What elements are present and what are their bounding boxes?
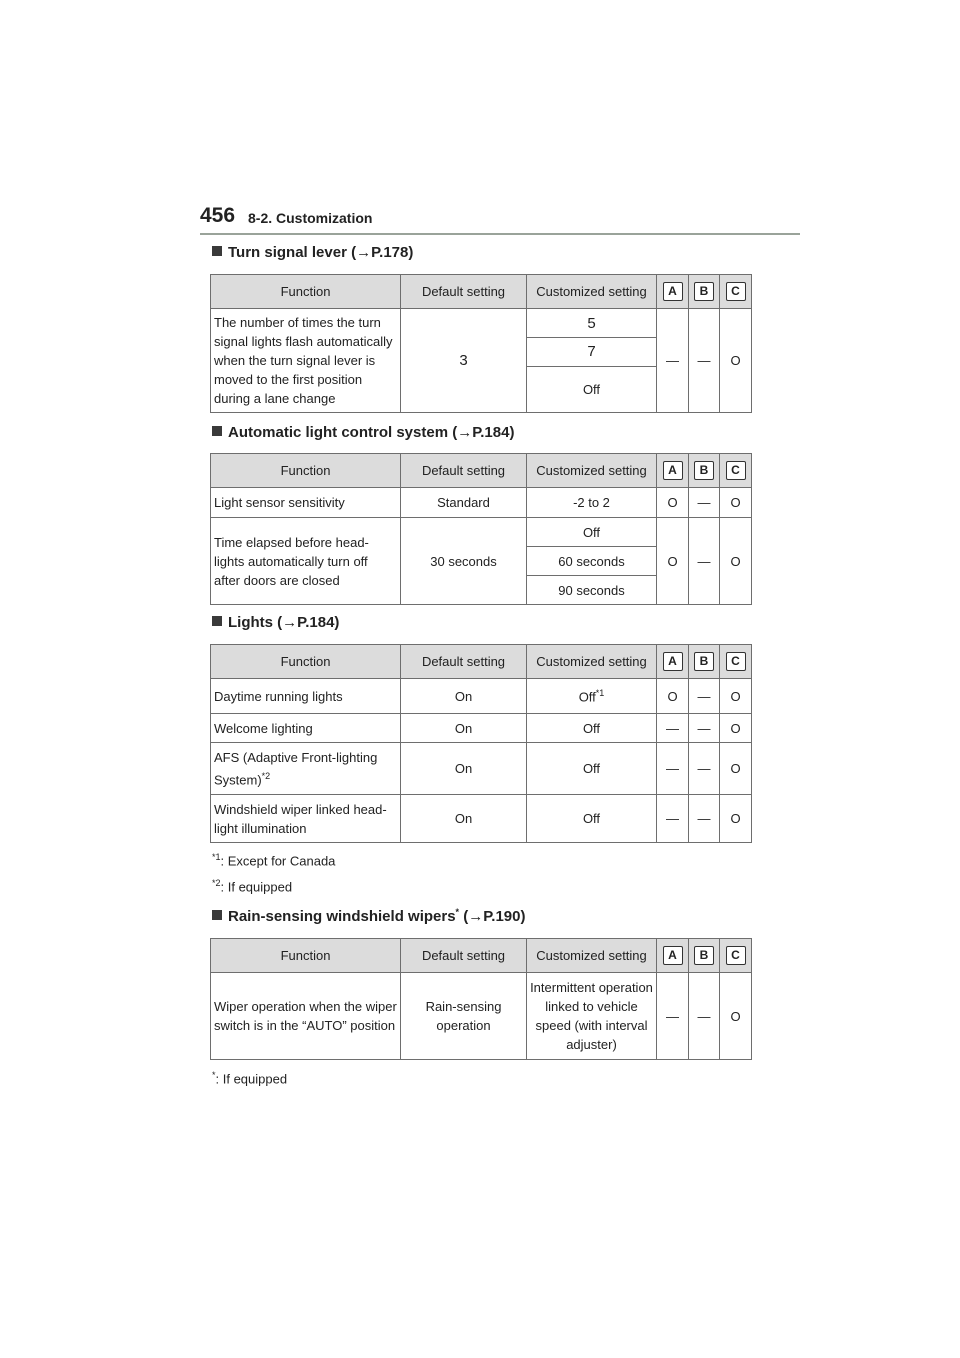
letter-c-icon: C <box>726 282 746 301</box>
default-cell: 3 <box>401 309 527 413</box>
page-number: 456 <box>200 204 236 227</box>
letter-c-icon: C <box>726 946 746 965</box>
footnote-rain: *: If equipped <box>212 1070 288 1087</box>
footnote-2: $^{*2}$: If equipped <box>212 878 293 895</box>
table-lights <box>210 644 752 843</box>
col-custom: Customized setting <box>527 939 657 973</box>
bullet-square-icon <box>212 910 222 920</box>
function-cell: Welcome lighting <box>211 714 401 743</box>
section-title-rain-wipers: Rain-sensing windshield wipers* (→P.190) <box>212 907 526 925</box>
b-cell: — <box>689 488 720 518</box>
default-cell: On <box>401 795 527 843</box>
a-cell: O <box>657 679 689 714</box>
c-cell: O <box>720 488 752 518</box>
col-a <box>657 275 689 309</box>
b-cell: — <box>689 743 720 795</box>
chapter-title: 8-2. Customization <box>248 210 373 226</box>
table-row <box>211 714 752 743</box>
table-row <box>211 795 752 843</box>
col-function: Function <box>211 645 401 679</box>
col-function: Function <box>211 454 401 488</box>
col-b <box>689 939 720 973</box>
b-cell: — <box>689 795 720 843</box>
table-row <box>211 679 752 714</box>
footnote-marker: *1 <box>595 687 605 698</box>
letter-a-icon: A <box>663 461 683 480</box>
letter-c-icon: C <box>726 461 746 480</box>
bullet-square-icon <box>212 246 222 256</box>
col-function: Function <box>211 939 401 973</box>
custom-cell: Off <box>527 795 657 843</box>
bullet-square-icon <box>212 616 222 626</box>
col-custom: Customized setting <box>527 645 657 679</box>
col-default: Default setting <box>401 454 527 488</box>
custom-cell: Off$^{*1}$ <box>527 679 657 714</box>
c-cell: O <box>720 973 752 1060</box>
table-header-row <box>211 939 752 973</box>
col-default: Default setting <box>401 275 527 309</box>
custom-cell: Off <box>527 518 657 547</box>
c-cell: O <box>720 309 752 413</box>
custom-cell: 5 <box>527 309 657 338</box>
col-c <box>720 645 752 679</box>
function-cell: The number of times the turn signal lights flash automatically when the turn signal lever is moved to the first position during a lane change <box>211 309 401 413</box>
table-header-row <box>211 645 752 679</box>
function-cell: Daytime running lights <box>211 679 401 714</box>
a-cell: O <box>657 488 689 518</box>
custom-cell: Off <box>527 366 657 412</box>
function-cell: Light sensor sensitivity <box>211 488 401 518</box>
col-custom: Customized setting <box>527 454 657 488</box>
footnote-marker: * <box>455 907 460 917</box>
function-cell: Wiper operation when the wiper switch is in the “AUTO” position <box>211 973 401 1060</box>
b-cell: — <box>689 714 720 743</box>
table-turn-signal <box>210 274 752 413</box>
default-cell: On <box>401 743 527 795</box>
a-cell: — <box>657 714 689 743</box>
table-row <box>211 488 752 518</box>
function-cell: Windshield wiper linked head-light illumination <box>211 795 401 843</box>
col-c <box>720 939 752 973</box>
col-a <box>657 645 689 679</box>
bullet-square-icon <box>212 426 222 436</box>
letter-c-icon: C <box>726 652 746 671</box>
footnote-1: $^{*1}$: Except for Canada <box>212 852 336 869</box>
table-row <box>211 309 752 338</box>
table-header-row <box>211 454 752 488</box>
c-cell: O <box>720 743 752 795</box>
function-cell: AFS (Adaptive Front-lighting System)$^{*2}$ <box>211 743 401 795</box>
letter-a-icon: A <box>663 946 683 965</box>
custom-cell: -2 to 2 <box>527 488 657 518</box>
a-cell: O <box>657 518 689 605</box>
custom-cell: Off <box>527 743 657 795</box>
letter-a-icon: A <box>663 282 683 301</box>
col-custom: Customized setting <box>527 275 657 309</box>
header-rule <box>200 233 800 235</box>
a-cell: — <box>657 309 689 413</box>
table-row <box>211 973 752 1060</box>
default-cell: On <box>401 679 527 714</box>
table-header-row <box>211 275 752 309</box>
table-row <box>211 743 752 795</box>
default-cell: Standard <box>401 488 527 518</box>
a-cell: — <box>657 795 689 843</box>
c-cell: O <box>720 679 752 714</box>
letter-b-icon: B <box>694 282 714 301</box>
b-cell: — <box>689 309 720 413</box>
custom-cell: Off <box>527 714 657 743</box>
col-c <box>720 454 752 488</box>
col-function: Function <box>211 275 401 309</box>
footnote-marker: *2 <box>261 770 271 781</box>
table-row <box>211 518 752 547</box>
letter-b-icon: B <box>694 946 714 965</box>
table-rain-wipers <box>210 938 752 1060</box>
col-b <box>689 275 720 309</box>
letter-a-icon: A <box>663 652 683 671</box>
default-cell: Rain-sensing operation <box>401 973 527 1060</box>
section-title-turn-signal: Turn signal lever (→P.178) <box>212 244 413 261</box>
custom-cell: Intermittent operation linked to vehicle speed (with interval adjuster) <box>527 973 657 1060</box>
default-cell: 30 seconds <box>401 518 527 605</box>
section-title-lights: Lights (→P.184) <box>212 614 339 631</box>
col-a <box>657 454 689 488</box>
col-default: Default setting <box>401 645 527 679</box>
c-cell: O <box>720 795 752 843</box>
a-cell: — <box>657 973 689 1060</box>
col-b <box>689 645 720 679</box>
custom-cell: 60 seconds <box>527 547 657 576</box>
c-cell: O <box>720 518 752 605</box>
a-cell: — <box>657 743 689 795</box>
section-title-auto-light: Automatic light control system (→P.184) <box>212 424 514 441</box>
b-cell: — <box>689 679 720 714</box>
letter-b-icon: B <box>694 652 714 671</box>
col-c <box>720 275 752 309</box>
b-cell: — <box>689 518 720 605</box>
col-a <box>657 939 689 973</box>
letter-b-icon: B <box>694 461 714 480</box>
default-cell: On <box>401 714 527 743</box>
b-cell: — <box>689 973 720 1060</box>
table-auto-light <box>210 453 752 605</box>
function-cell: Time elapsed before head-lights automatically turn off after doors are closed <box>211 518 401 605</box>
col-b <box>689 454 720 488</box>
c-cell: O <box>720 714 752 743</box>
custom-cell: 90 seconds <box>527 576 657 605</box>
custom-cell: 7 <box>527 338 657 366</box>
col-default: Default setting <box>401 939 527 973</box>
